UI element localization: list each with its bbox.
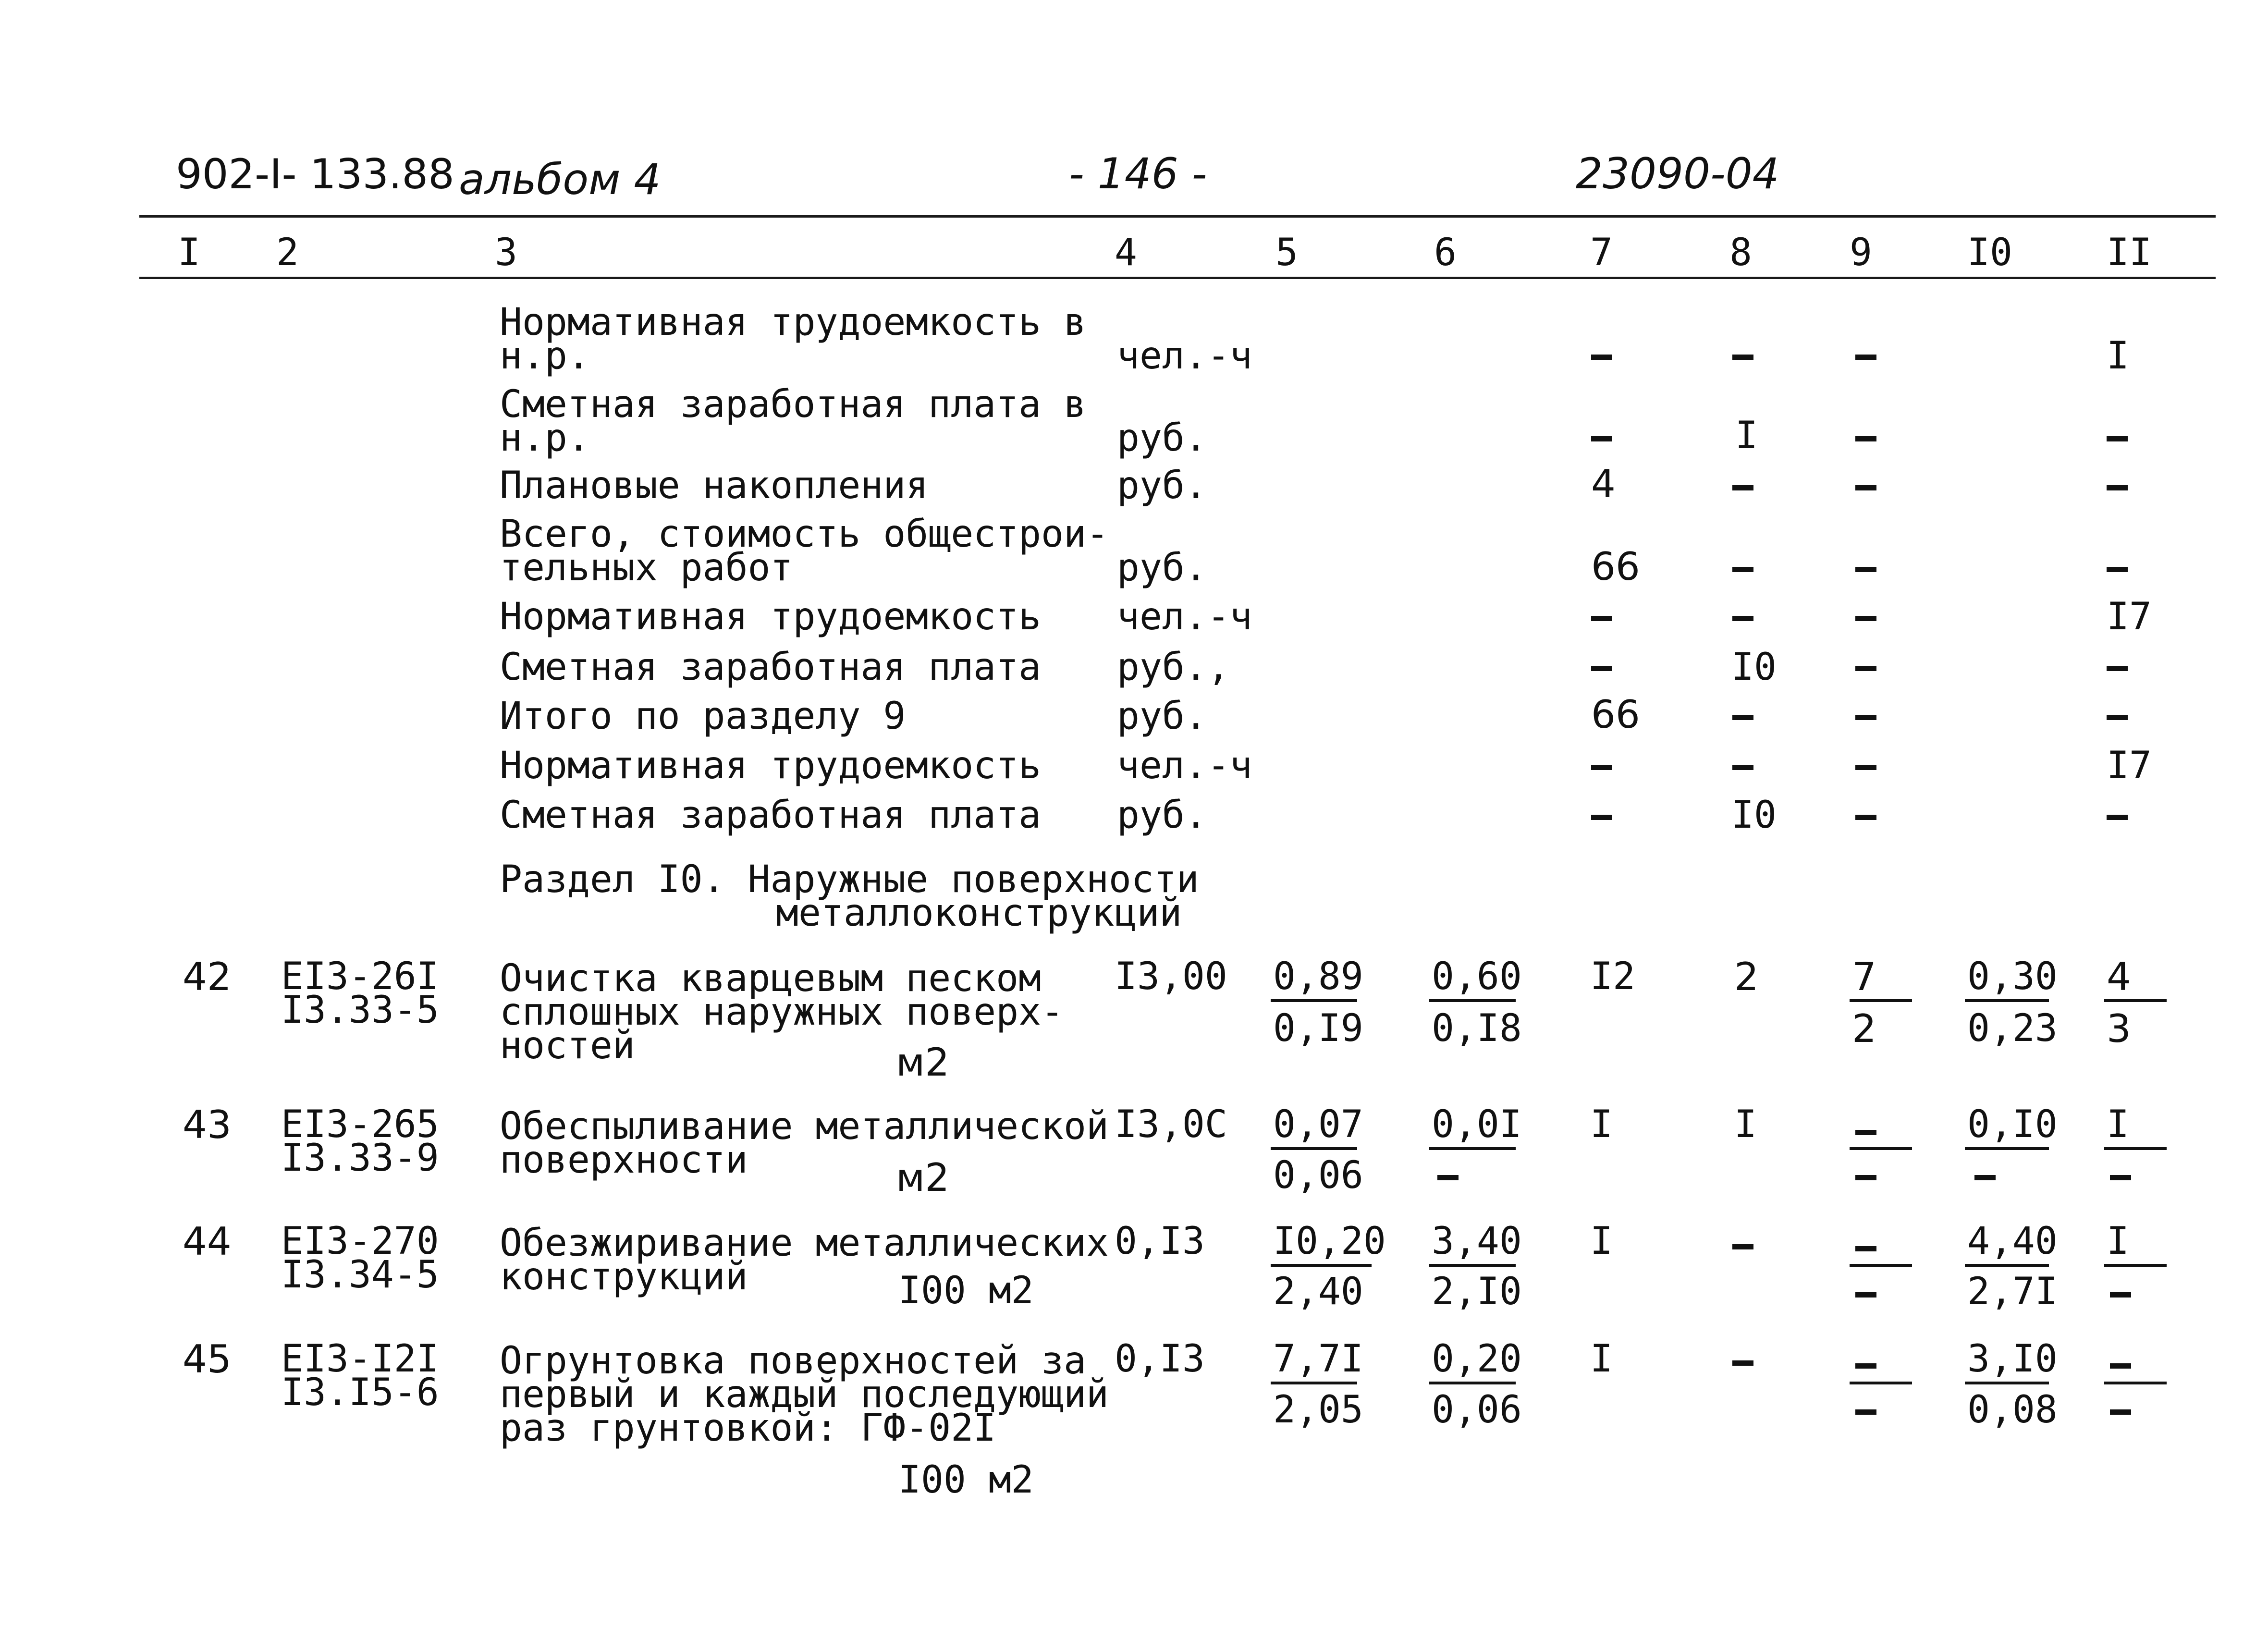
- item-description: Обезжиривание металлических: [500, 1222, 1109, 1265]
- item-c9-top: 7: [1852, 955, 1876, 999]
- item-description: Очистка кварцевым песком: [500, 957, 1042, 1000]
- item-measure: м2: [896, 1040, 950, 1085]
- underline: [1965, 1382, 2049, 1384]
- dash: [1855, 666, 1876, 671]
- summary-label: Итого по разделу 9: [500, 695, 906, 738]
- dash: [2110, 1363, 2131, 1369]
- underline: [1850, 999, 1912, 1002]
- col-header-11: II: [2107, 231, 2152, 274]
- item-c11-bottom: 3: [2107, 1006, 2131, 1051]
- item-c7: I: [1590, 1103, 1613, 1146]
- item-c7: I: [1590, 1220, 1613, 1263]
- col-header-4: 4: [1115, 231, 1137, 274]
- item-code: EI3-I2I: [281, 1337, 439, 1381]
- item-c6-top: 3,40: [1432, 1220, 1522, 1263]
- dash: [2110, 1175, 2131, 1180]
- summary-c11: I7: [2107, 744, 2152, 787]
- item-c7: I: [1590, 1337, 1613, 1381]
- summary-unit: руб.: [1117, 546, 1207, 589]
- item-c5-top: 0,89: [1273, 955, 1363, 998]
- summary-unit: руб.: [1117, 794, 1207, 837]
- summary-unit: руб.: [1117, 416, 1207, 460]
- item-c10-top: 0,I0: [1967, 1103, 2058, 1146]
- item-number: 43: [183, 1102, 232, 1147]
- dash: [2107, 715, 2128, 720]
- underline: [1429, 1147, 1516, 1150]
- summary-unit: руб.: [1117, 695, 1207, 738]
- dash: [1974, 1175, 1996, 1180]
- dash: [1855, 616, 1876, 621]
- dash: [1855, 1363, 1876, 1369]
- item-c5-top: 0,07: [1273, 1103, 1363, 1146]
- dash: [1591, 436, 1612, 441]
- underline: [1429, 1382, 1516, 1384]
- dash: [2110, 1292, 2131, 1298]
- underline: [1850, 1147, 1912, 1150]
- underline: [1271, 1147, 1357, 1150]
- item-description: сплошных наружных поверх-: [500, 991, 1064, 1034]
- item-c6-top: 0,60: [1432, 955, 1522, 998]
- section-title: Раздел I0. Наружные поверхности: [500, 858, 1199, 901]
- item-code-ref: I3.34-5: [281, 1253, 439, 1297]
- item-description: ностей: [500, 1024, 635, 1067]
- dash: [1855, 355, 1876, 360]
- dash: [1591, 616, 1612, 621]
- item-description: раз грунтовкой: ГФ-02I: [500, 1407, 996, 1450]
- item-c6-top: 0,0I: [1432, 1103, 1522, 1146]
- item-c5-bottom: 2,05: [1273, 1388, 1363, 1432]
- summary-unit: руб.,: [1117, 646, 1230, 689]
- item-description: конструкций: [500, 1255, 748, 1298]
- dash: [1732, 765, 1753, 770]
- underline: [2104, 999, 2167, 1002]
- item-c5-top: I0,20: [1273, 1220, 1386, 1263]
- dash: [2107, 666, 2128, 671]
- dash: [2107, 436, 2128, 441]
- item-quantity: 0,I3: [1115, 1337, 1205, 1381]
- dash: [1732, 616, 1753, 621]
- dash: [2107, 485, 2128, 490]
- summary-label: Нормативная трудоемкость в: [500, 301, 1086, 344]
- underline: [1850, 1382, 1912, 1384]
- dash: [1855, 765, 1876, 770]
- summary-label: Нормативная трудоемкость: [500, 744, 1042, 787]
- document-code: 902-I- 133.88: [176, 150, 454, 198]
- summary-label: н.р.: [500, 416, 590, 460]
- item-c10-top: 0,30: [1967, 955, 2058, 998]
- col-header-3: 3: [495, 231, 517, 274]
- dash: [2107, 567, 2128, 572]
- dash: [1732, 715, 1753, 720]
- col-header-9: 9: [1850, 231, 1872, 274]
- summary-label: Сметная заработная плата: [500, 794, 1042, 837]
- item-measure: м2: [896, 1155, 950, 1200]
- item-c5-bottom: 2,40: [1273, 1270, 1363, 1313]
- underline: [2104, 1264, 2167, 1267]
- summary-c7: 66: [1591, 544, 1640, 589]
- item-c7: I2: [1590, 955, 1635, 998]
- underline: [1271, 999, 1357, 1002]
- underline: [2104, 1147, 2167, 1150]
- underline: [1850, 1264, 1912, 1267]
- item-quantity: 0,I3: [1115, 1220, 1205, 1263]
- item-c6-bottom: 0,I8: [1432, 1007, 1522, 1050]
- summary-c8: I0: [1731, 794, 1777, 837]
- summary-unit: чел.-ч: [1117, 334, 1252, 378]
- item-c8: 2: [1734, 955, 1759, 999]
- page-number: - 146 -: [1069, 149, 1207, 198]
- item-c9-bottom: 2: [1852, 1006, 1876, 1051]
- item-description: Огрунтовка поверхностей за: [500, 1339, 1086, 1383]
- col-header-2: 2: [276, 231, 299, 274]
- dash: [1732, 1360, 1753, 1366]
- dash: [1855, 1130, 1876, 1135]
- item-number: 45: [183, 1337, 232, 1382]
- summary-unit: чел.-ч: [1117, 595, 1252, 638]
- col-header-6: 6: [1434, 231, 1457, 274]
- dash: [1855, 485, 1876, 490]
- dash: [1732, 355, 1753, 360]
- dash: [1591, 815, 1612, 820]
- summary-c8: I: [1735, 414, 1758, 457]
- dash: [1855, 567, 1876, 572]
- underline: [1965, 1147, 2049, 1150]
- col-header-1: I: [178, 231, 200, 274]
- dash: [1855, 1175, 1876, 1180]
- item-c10-bottom: 2,7I: [1967, 1270, 2058, 1313]
- item-c10-bottom: 0,08: [1967, 1388, 2058, 1432]
- summary-label: Плановые накопления: [500, 464, 929, 507]
- item-code: EI3-270: [281, 1220, 439, 1263]
- item-c6-bottom: 0,06: [1432, 1388, 1522, 1432]
- dash: [1855, 1409, 1876, 1415]
- dash: [1437, 1175, 1459, 1180]
- underline: [1965, 1264, 2049, 1267]
- item-code-ref: I3.I5-6: [281, 1371, 439, 1414]
- item-c10-bottom: 0,23: [1967, 1007, 2058, 1050]
- item-c8: I: [1734, 1103, 1757, 1146]
- underline: [2104, 1382, 2167, 1384]
- summary-label: Нормативная трудоемкость: [500, 595, 1042, 638]
- item-code-ref: I3.33-5: [281, 989, 439, 1032]
- summary-c8: I0: [1731, 646, 1777, 689]
- item-measure: I00 м2: [898, 1269, 1034, 1312]
- summary-label: тельных работ: [500, 546, 793, 589]
- item-c5-top: 7,7I: [1273, 1337, 1363, 1381]
- item-c10-top: 4,40: [1967, 1220, 2058, 1263]
- summary-c11: I7: [2107, 595, 2152, 638]
- item-quantity: I3,0C: [1115, 1103, 1227, 1146]
- item-code: EI3-26I: [281, 955, 439, 998]
- dash: [1732, 485, 1753, 490]
- item-description: первый и каждый последующий: [500, 1373, 1109, 1416]
- summary-label: н.р.: [500, 334, 590, 378]
- summary-label: Сметная заработная плата в: [500, 383, 1086, 426]
- album-label: альбом 4: [459, 155, 661, 204]
- dash: [1732, 567, 1753, 572]
- item-code-ref: I3.33-9: [281, 1137, 439, 1180]
- header-rule-bottom: [139, 277, 2216, 279]
- item-c5-bottom: 0,I9: [1273, 1007, 1363, 1050]
- item-code: EI3-265: [281, 1103, 439, 1146]
- item-c6-bottom: 2,I0: [1432, 1270, 1522, 1313]
- item-c11-top: I: [2107, 1220, 2129, 1263]
- item-c6-top: 0,20: [1432, 1337, 1522, 1381]
- item-number: 42: [183, 955, 232, 999]
- dash: [1591, 666, 1612, 671]
- summary-label: Сметная заработная плата: [500, 646, 1042, 689]
- dash: [1855, 1246, 1876, 1251]
- underline: [1429, 999, 1516, 1002]
- col-header-10: I0: [1967, 231, 2012, 274]
- dash: [2110, 1409, 2131, 1415]
- underline: [1271, 1264, 1372, 1267]
- item-c10-top: 3,I0: [1967, 1337, 2058, 1381]
- dash: [1855, 715, 1876, 720]
- dash: [1855, 815, 1876, 820]
- col-header-5: 5: [1275, 231, 1298, 274]
- dash: [1855, 436, 1876, 441]
- dash: [1591, 355, 1612, 360]
- item-c11-top: I: [2107, 1103, 2129, 1146]
- summary-unit: чел.-ч: [1117, 744, 1252, 787]
- item-c11-top: 4: [2107, 955, 2131, 999]
- col-header-7: 7: [1590, 231, 1613, 274]
- item-description: Обеспыливание металлической: [500, 1105, 1109, 1148]
- section-subtitle: металлоконструкций: [776, 892, 1182, 935]
- col-header-8: 8: [1729, 231, 1752, 274]
- project-code: 23090-04: [1576, 149, 1779, 198]
- dash: [1855, 1292, 1876, 1298]
- item-number: 44: [183, 1219, 232, 1264]
- header-rule-top: [139, 215, 2216, 218]
- dash: [1591, 765, 1612, 770]
- summary-c7: 4: [1591, 462, 1616, 506]
- summary-c7: 66: [1591, 692, 1640, 737]
- underline: [1271, 1382, 1357, 1384]
- item-measure: I00 м2: [898, 1458, 1034, 1502]
- dash: [1732, 1244, 1753, 1249]
- underline: [1965, 999, 2049, 1002]
- item-quantity: I3,00: [1115, 955, 1227, 998]
- summary-label: Всего, стоимость общестрои-: [500, 513, 1109, 556]
- dash: [2107, 815, 2128, 820]
- summary-unit: руб.: [1117, 464, 1207, 507]
- item-description: поверхности: [500, 1138, 748, 1182]
- item-c5-bottom: 0,06: [1273, 1154, 1363, 1197]
- underline: [1429, 1264, 1516, 1267]
- summary-c11: I: [2107, 334, 2129, 378]
